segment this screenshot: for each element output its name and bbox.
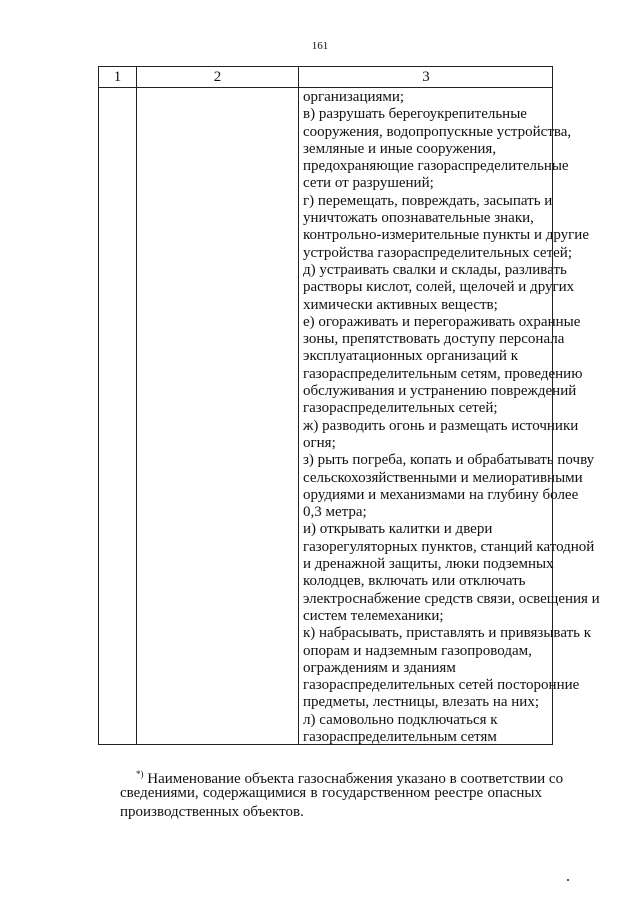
- col3-line: колодцев, включать или отключать: [303, 573, 526, 590]
- col3-line: предметы, лестницы, влезать на них;: [303, 694, 540, 711]
- col3-line: газораспределительным сетям: [303, 728, 497, 745]
- footnote: [120, 765, 564, 822]
- col3-line: д) устраивать свалки и склады, разливать: [303, 261, 567, 278]
- col3-line: обслуживания и устранению повреждений: [303, 383, 577, 400]
- footnote-text: Наименование объекта газоснабжения указано в соответствии со: [147, 771, 564, 787]
- col3-line: и дренажной защиты, люки подземных: [303, 556, 554, 573]
- col3-line: в) разрушать берегоукрепительные: [303, 106, 527, 123]
- col3-line: химически активных веществ;: [303, 296, 498, 313]
- col3-line: ж) разводить огонь и размещать источники: [303, 417, 579, 434]
- col3-line: эксплуатационных организаций к: [303, 348, 518, 365]
- col3-line: электроснабжение средств связи, освещения и: [303, 590, 600, 607]
- col3-text: [303, 89, 600, 746]
- col3-line: 0,3 метра;: [303, 504, 367, 521]
- col3-line: газораспределительных сетей посторонние: [303, 677, 580, 694]
- col3-line: к) набрасывать, приставлять и привязывать к: [303, 625, 592, 642]
- col3-line: газорегуляторных пунктов, станций катодной: [303, 538, 595, 555]
- col3-line: и) открывать калитки и двери: [303, 521, 493, 538]
- col3-line: сооружения, водопропускные устройства,: [303, 123, 572, 140]
- document-table: [98, 66, 600, 745]
- col3-line: огня;: [303, 434, 336, 451]
- col3-line: газораспределительным сетям, проведению: [303, 365, 583, 382]
- col3-line: контрольно-измерительные пункты и другие: [303, 227, 589, 244]
- header-col-3: 3: [422, 69, 430, 85]
- col3-line: л) самовольно подключаться к: [303, 711, 498, 728]
- col3-line: земляные и иные сооружения,: [303, 140, 497, 157]
- col3-line: систем телемеханики;: [303, 607, 444, 624]
- col3-line: уничтожать опознавательные знаки,: [303, 210, 534, 227]
- header-col-1: 1: [113, 69, 122, 85]
- footnote-line: производственных объектов.: [120, 804, 304, 820]
- scan-speck: [567, 879, 569, 881]
- footnote-marker: *): [136, 769, 144, 779]
- col3-line: з) рыть погреба, копать и обрабатывать почву: [303, 452, 595, 469]
- col3-line: сельскохозяйственными и мелиоративными: [303, 469, 583, 486]
- column-divider: [136, 67, 137, 744]
- col3-line: сети от разрушений;: [303, 175, 434, 192]
- col3-line: устройства газораспределительных сетей;: [303, 244, 572, 261]
- header-col-2: 2: [213, 69, 222, 85]
- col3-line: г) перемещать, повреждать, засыпать и: [303, 192, 553, 209]
- col3-line: растворы кислот, солей, щелочей и других: [303, 279, 575, 296]
- col3-line: организациями;: [303, 89, 405, 105]
- header-divider: [99, 87, 552, 88]
- footnote-line: [120, 765, 564, 787]
- col3-line: газораспределительных сетей;: [303, 400, 498, 417]
- column-divider: [298, 67, 299, 744]
- page-number: 161: [311, 40, 329, 52]
- col3-line: зоны, препятствовать доступу персонала: [303, 331, 565, 348]
- col3-line: опорам и надземным газопроводам,: [303, 642, 532, 659]
- col3-line: ограждениям и зданиям: [303, 659, 456, 676]
- col3-line: предохраняющие газораспределительные: [303, 158, 569, 175]
- col3-line: орудиями и механизмами на глубину более: [303, 486, 579, 503]
- footnote-line: сведениями, содержащимися в государственном реестре опасных: [120, 785, 542, 801]
- col3-line: е) огораживать и перегораживать охранные: [303, 313, 581, 330]
